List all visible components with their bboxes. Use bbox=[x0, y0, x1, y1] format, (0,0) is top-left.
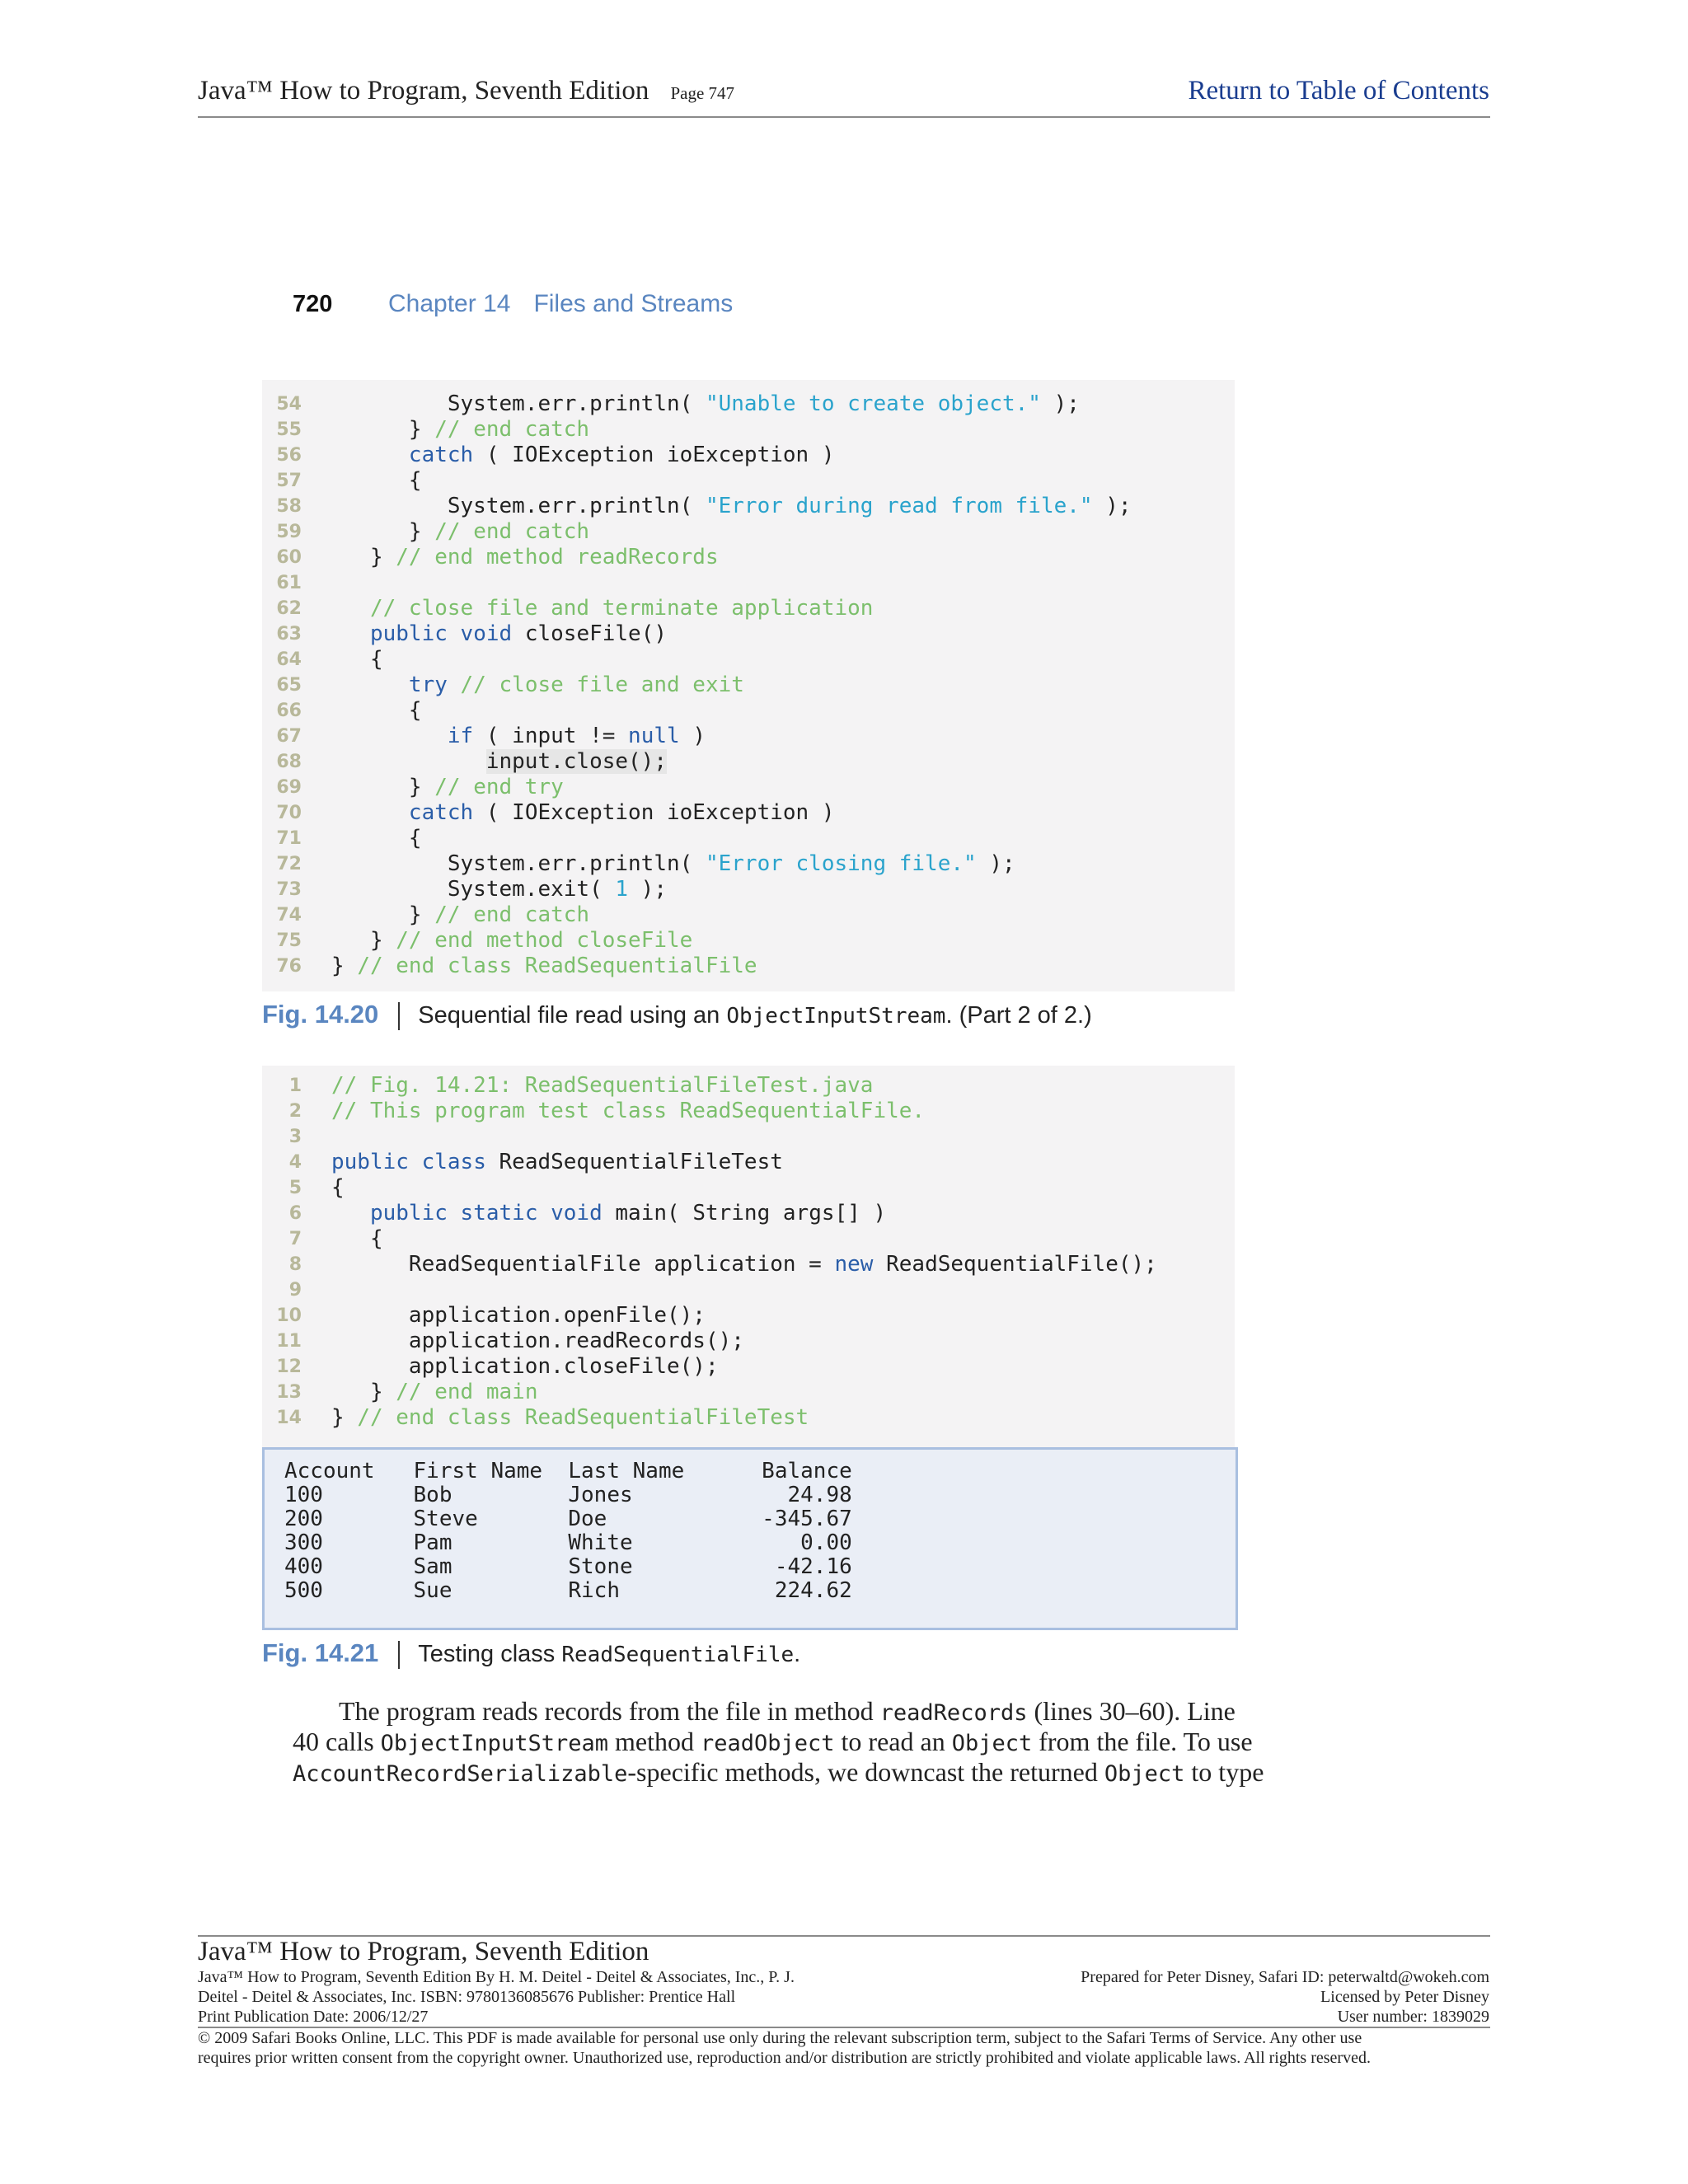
code-text: application.readRecords(); bbox=[331, 1329, 744, 1353]
line-number: 1 bbox=[288, 1076, 302, 1096]
footer-user-number: User number: 1839029 bbox=[1337, 2008, 1489, 2026]
line-number: 9 bbox=[288, 1280, 302, 1301]
line-number: 62 bbox=[276, 598, 302, 619]
inline-code: readObject bbox=[700, 1731, 835, 1756]
code-text: System.err.println( "Error during read from file." ); bbox=[331, 494, 1132, 518]
line-number: 68 bbox=[276, 752, 302, 772]
line-number: 5 bbox=[288, 1178, 302, 1198]
inline-code: ObjectInputStream bbox=[380, 1731, 608, 1756]
text: The program reads records from the file in method bbox=[339, 1696, 880, 1726]
code-text: public class ReadSequentialFileTest bbox=[331, 1150, 783, 1174]
line-number: 71 bbox=[276, 828, 302, 849]
code-text: } // end main bbox=[331, 1380, 538, 1404]
code-text: input.close(); bbox=[485, 749, 667, 774]
inline-code: AccountRecordSerializable bbox=[293, 1761, 628, 1787]
line-number: 12 bbox=[276, 1357, 302, 1377]
line-number: 54 bbox=[276, 394, 302, 415]
code-text: if ( input != null ) bbox=[447, 724, 706, 748]
header-divider bbox=[198, 116, 1490, 118]
code-text: public void closeFile() bbox=[369, 621, 668, 646]
text: method bbox=[607, 1727, 701, 1756]
line-number: 11 bbox=[276, 1331, 302, 1352]
paragraph-line-2 bbox=[293, 1727, 1253, 1759]
footer-divider-bottom bbox=[198, 2027, 1490, 2028]
footer-prepared-for: Prepared for Peter Disney, Safari ID: peterwaltd@wokeh.com bbox=[1081, 1968, 1489, 1986]
line-number: 73 bbox=[276, 879, 302, 900]
code-listing-fig-14-21 bbox=[262, 1066, 1235, 1447]
line-number: 66 bbox=[276, 701, 302, 721]
code-text: System.exit( 1 ); bbox=[331, 877, 667, 902]
line-number: 74 bbox=[276, 905, 302, 926]
footer-credit-line-1: Java™ How to Program, Seventh Edition By H. M. Deitel - Deitel & Associates, Inc., P. J. bbox=[198, 1968, 795, 1986]
code-text: { bbox=[331, 698, 422, 723]
caption-text-after: . (Part 2 of 2.) bbox=[945, 1002, 1092, 1029]
line-number: 76 bbox=[276, 956, 302, 977]
output-header-row: Account First Name Last Name Balance bbox=[284, 1459, 852, 1483]
code-text: System.err.println( "Error closing file." ); bbox=[331, 851, 1015, 876]
chapter-title: Files and Streams bbox=[533, 290, 734, 317]
footer-publication-date: Print Publication Date: 2006/12/27 bbox=[198, 2008, 429, 2026]
header-book-title bbox=[198, 76, 734, 106]
line-number: 72 bbox=[276, 854, 302, 874]
text: to read an bbox=[834, 1727, 952, 1756]
line-number: 60 bbox=[276, 547, 302, 568]
text: to type bbox=[1184, 1757, 1264, 1787]
program-output bbox=[262, 1447, 1238, 1630]
inline-code: Object bbox=[951, 1731, 1033, 1756]
code-text: { bbox=[331, 468, 422, 493]
line-number: 8 bbox=[288, 1254, 302, 1275]
line-number: 61 bbox=[276, 573, 302, 593]
line-number: 63 bbox=[276, 624, 302, 644]
line-number: 58 bbox=[276, 496, 302, 517]
running-head bbox=[293, 290, 733, 318]
code-text: catch ( IOException ioException ) bbox=[408, 443, 835, 467]
code-text: } // end class ReadSequentialFileTest bbox=[331, 1405, 809, 1430]
code-text: } // end catch bbox=[331, 902, 590, 927]
code-text: } // end try bbox=[331, 775, 564, 799]
line-number: 64 bbox=[276, 649, 302, 670]
code-text: } // end class ReadSequentialFile bbox=[331, 954, 757, 978]
figure-caption-14-21 bbox=[262, 1638, 800, 1669]
line-number: 10 bbox=[276, 1305, 302, 1326]
line-number: 59 bbox=[276, 522, 302, 542]
figure-label: Fig. 14.20 bbox=[262, 1000, 379, 1029]
code-text: } // end catch bbox=[331, 519, 590, 544]
code-text: application.openFile(); bbox=[331, 1303, 706, 1328]
paragraph-line-3 bbox=[293, 1757, 1264, 1789]
output-row: 100 Bob Jones 24.98 bbox=[284, 1483, 852, 1507]
caption-separator bbox=[398, 1002, 400, 1030]
header-title-text: Java™ How to Program, Seventh Edition bbox=[198, 76, 649, 105]
footer-credit-line-2: Deitel - Deitel & Associates, Inc. ISBN: 9780136085676 Publisher: Prentice Hall bbox=[198, 1988, 736, 2006]
line-number: 14 bbox=[276, 1408, 302, 1428]
footer-book-title: Java™ How to Program, Seventh Edition bbox=[198, 1937, 649, 1966]
line-number: 57 bbox=[276, 471, 302, 491]
line-number: 70 bbox=[276, 803, 302, 823]
text: from the file. To use bbox=[1032, 1727, 1253, 1756]
caption-separator bbox=[398, 1641, 400, 1669]
header-page-label: Page 747 bbox=[670, 83, 735, 103]
code-text: } // end method readRecords bbox=[331, 545, 719, 569]
code-text: try // close file and exit bbox=[408, 673, 744, 697]
code-text: ReadSequentialFile application = new ReadSequentialFile(); bbox=[331, 1252, 1157, 1277]
line-number: 6 bbox=[288, 1203, 302, 1224]
code-text: public static void main( String args[] ) bbox=[369, 1201, 887, 1226]
output-row: 300 Pam White 0.00 bbox=[284, 1530, 852, 1555]
inline-code: readRecords bbox=[879, 1700, 1028, 1726]
text: 40 calls bbox=[293, 1727, 381, 1756]
caption-text: Sequential file read using an bbox=[418, 1002, 727, 1029]
line-number: 75 bbox=[276, 930, 302, 951]
caption-text: Testing class bbox=[418, 1641, 562, 1667]
line-number: 3 bbox=[288, 1127, 302, 1147]
text: -specific methods, we downcast the returned bbox=[627, 1757, 1104, 1787]
line-number: 7 bbox=[288, 1229, 302, 1249]
body-paragraph bbox=[293, 1696, 1264, 1795]
line-number: 55 bbox=[276, 419, 302, 440]
code-text: // This program test class ReadSequentialFile. bbox=[331, 1099, 926, 1123]
code-text: // close file and terminate application bbox=[369, 596, 874, 621]
paragraph-line-1 bbox=[339, 1696, 1236, 1728]
line-number: 4 bbox=[288, 1152, 302, 1173]
code-text: { bbox=[331, 826, 422, 851]
code-text: { bbox=[331, 647, 383, 672]
code-text: // Fig. 14.21: ReadSequentialFileTest.java bbox=[331, 1073, 874, 1098]
line-number: 67 bbox=[276, 726, 302, 747]
figure-caption-14-20 bbox=[262, 1000, 1092, 1030]
line-number: 69 bbox=[276, 777, 302, 798]
page-number: 720 bbox=[293, 291, 333, 317]
code-text: application.closeFile(); bbox=[331, 1354, 719, 1379]
return-to-toc-link[interactable]: Return to Table of Contents bbox=[1188, 76, 1489, 105]
line-number: 2 bbox=[288, 1101, 302, 1122]
footer-copyright-line-1: © 2009 Safari Books Online, LLC. This PDF is made available for personal use only during the relevant subscription term, subject to the Safari Terms of Service. Any other use bbox=[198, 2029, 1362, 2047]
text: (lines 30–60). Line bbox=[1027, 1696, 1236, 1726]
chapter-label: Chapter 14 bbox=[388, 290, 511, 317]
figure-label: Fig. 14.21 bbox=[262, 1638, 379, 1667]
caption-code: ObjectInputStream bbox=[726, 1004, 946, 1029]
code-text: System.err.println( "Unable to create object." ); bbox=[331, 391, 1080, 416]
footer-copyright-line-2: requires prior written consent from the copyright owner. Unauthorized use, reproduction and/or distribution are strictly prohibited and violate applicable laws. All rights reserved. bbox=[198, 2049, 1371, 2067]
code-text: { bbox=[331, 1226, 383, 1251]
output-row: 200 Steve Doe -345.67 bbox=[284, 1507, 852, 1531]
code-text: } // end catch bbox=[331, 417, 590, 442]
caption-text-after: . bbox=[794, 1641, 801, 1667]
line-number: 13 bbox=[276, 1382, 302, 1403]
footer-licensed-by: Licensed by Peter Disney bbox=[1320, 1988, 1489, 2006]
output-row: 500 Sue Rich 224.62 bbox=[284, 1578, 852, 1603]
code-listing-fig-14-20 bbox=[262, 380, 1235, 991]
caption-code: ReadSequentialFile bbox=[561, 1643, 795, 1667]
line-number: 65 bbox=[276, 675, 302, 696]
inline-code: Object bbox=[1104, 1761, 1185, 1787]
code-text: catch ( IOException ioException ) bbox=[408, 800, 835, 825]
line-number: 56 bbox=[276, 445, 302, 466]
code-text: { bbox=[331, 1175, 345, 1200]
output-row: 400 Sam Stone -42.16 bbox=[284, 1554, 852, 1579]
code-text: } // end method closeFile bbox=[331, 928, 693, 953]
